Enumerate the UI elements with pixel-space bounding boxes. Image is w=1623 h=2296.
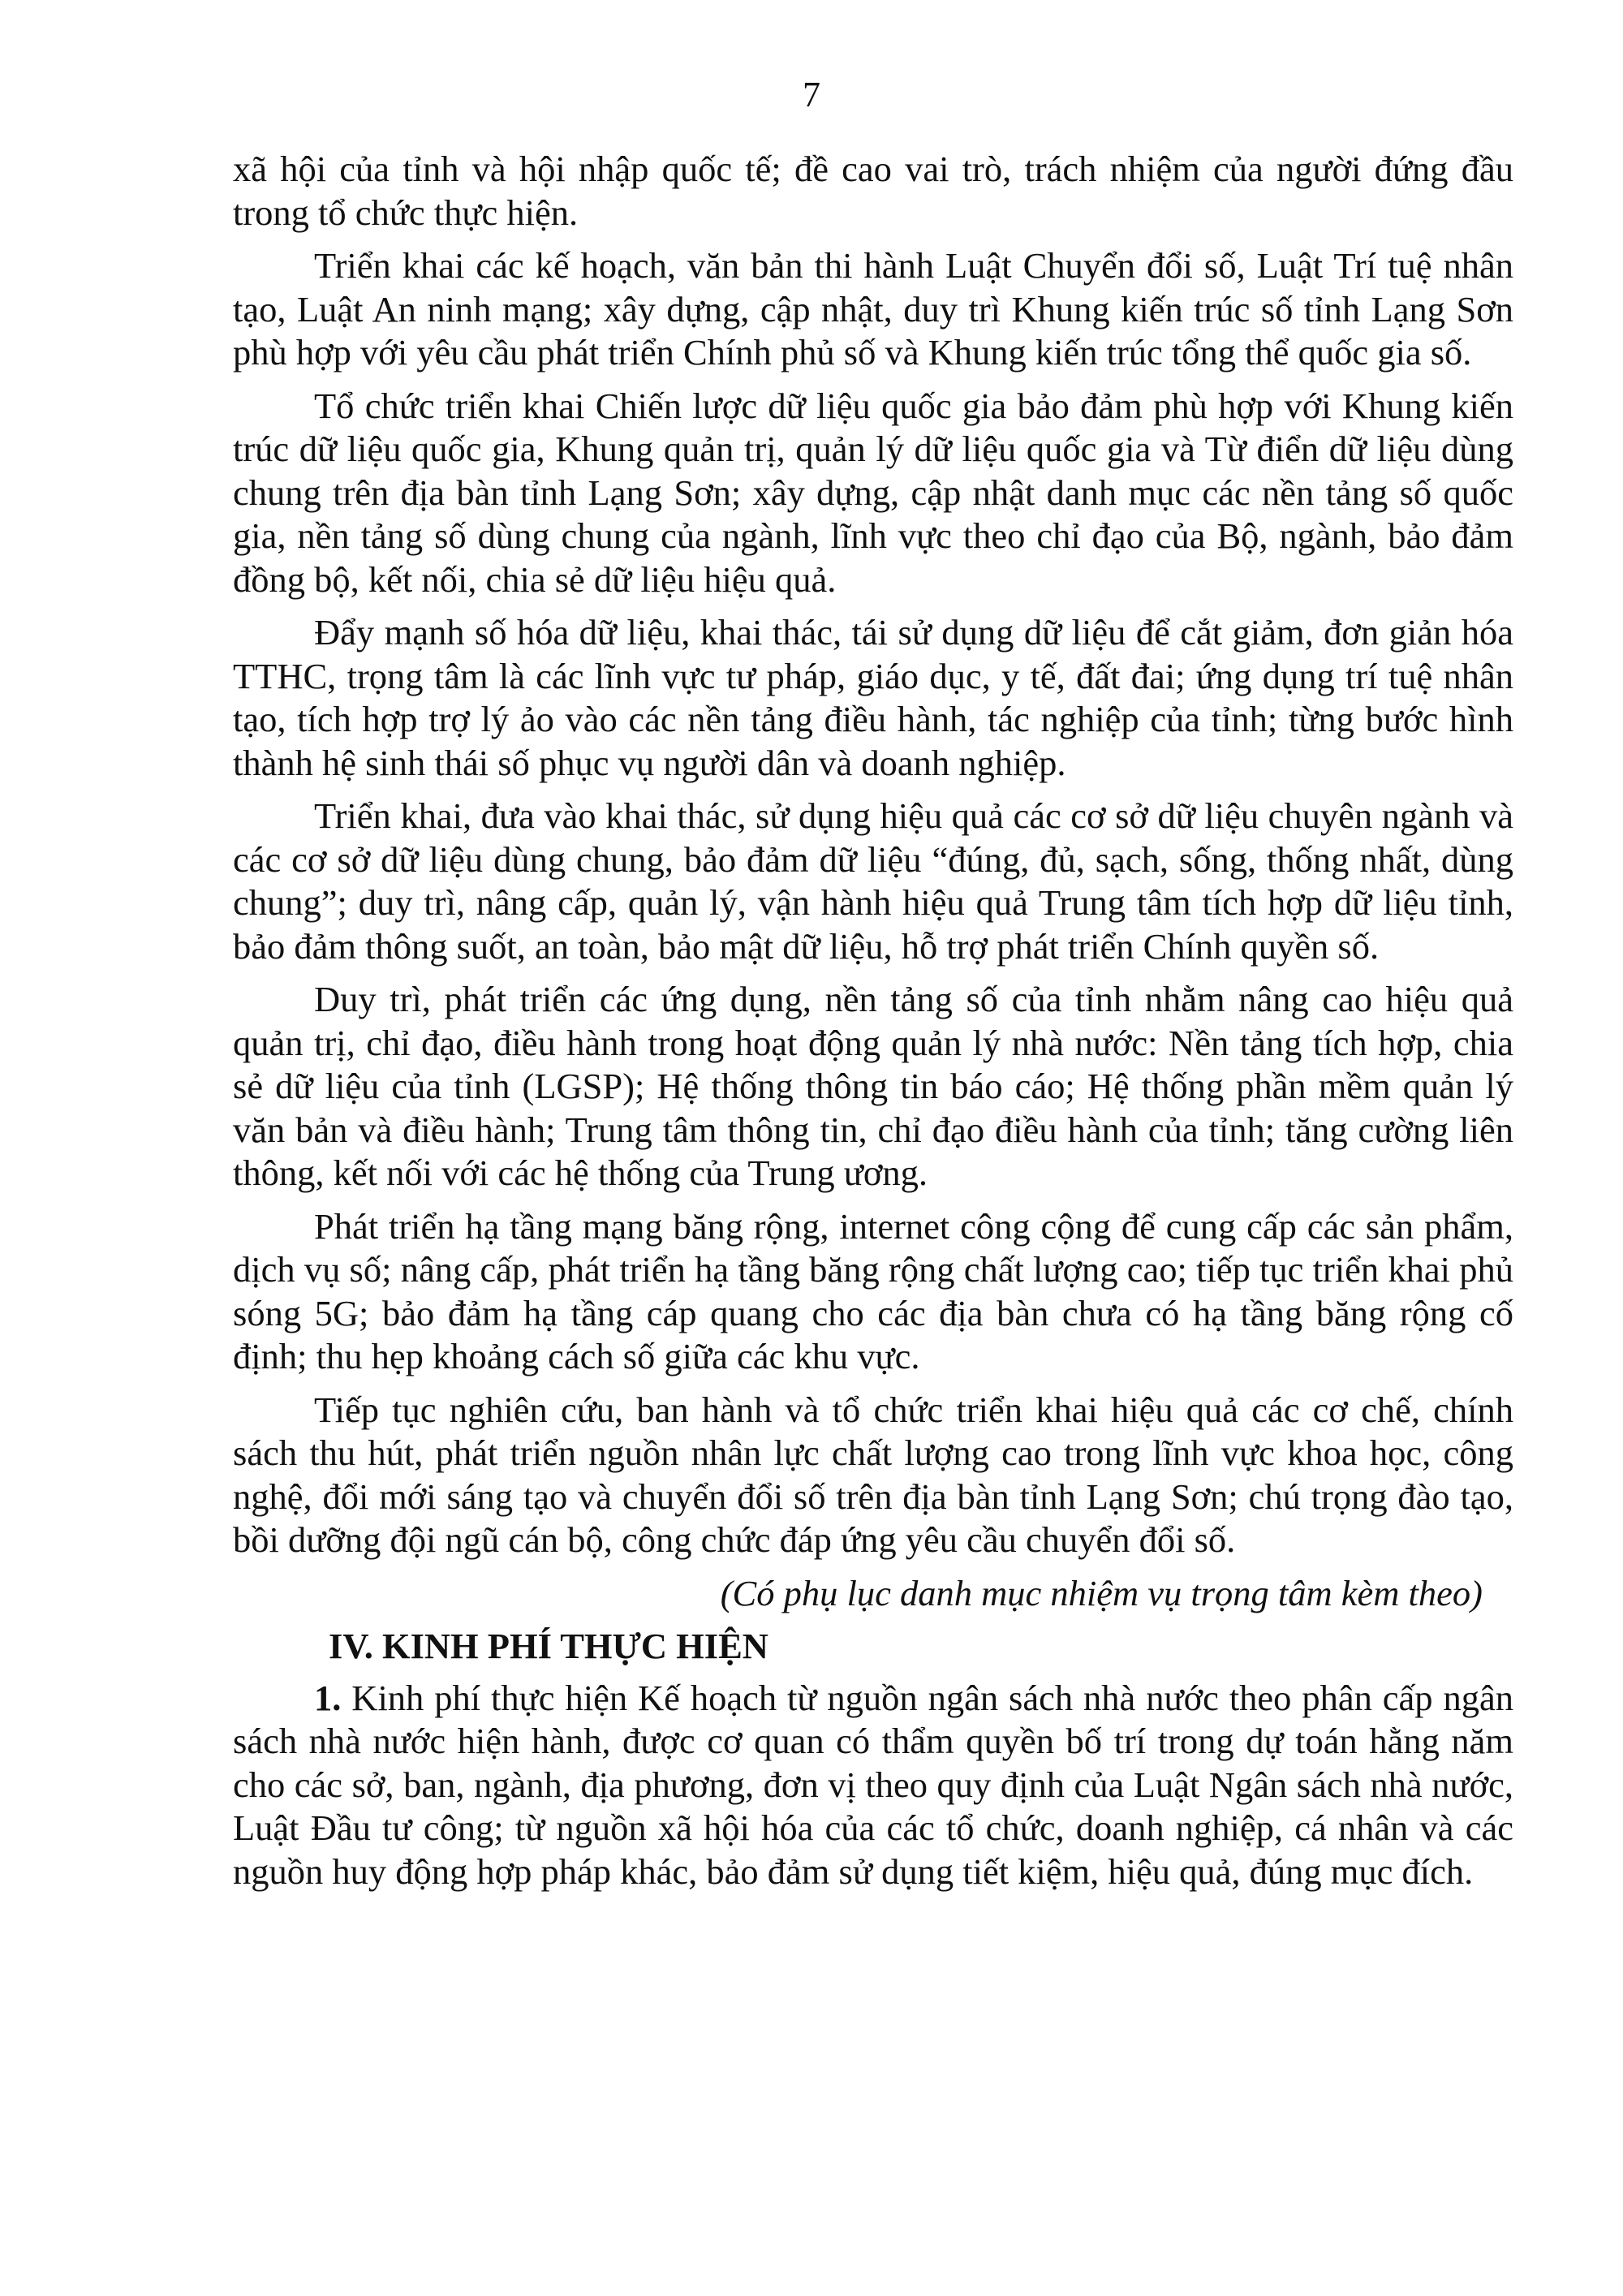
document-body: [233, 148, 1513, 1903]
page-number: 7: [803, 75, 820, 114]
paragraph-broadband-infrastructure: Phát triển hạ tầng mạng băng rộng, internet công cộng để cung cấp các sản phẩm, dịch vụ số; nâng cấp, phát triển hạ tầng băng rộng chất lượng cao; tiếp tục triển khai phủ sóng 5G; bảo đảm hạ tầng cáp quang cho các địa bàn chưa có hạ tầng băng rộng cố định; thu hẹp khoảng cách số giữa các khu vực.: [233, 1205, 1513, 1376]
appendix-note: (Có phụ lục danh mục nhiệm vụ trọng tâm kèm theo): [720, 1572, 1483, 1613]
paragraph-continuation: xã hội của tỉnh và hội nhập quốc tế; đề cao vai trò, trách nhiệm của người đứng đầu trong tổ chức thực hiện.: [233, 149, 1513, 233]
section-item-1: [233, 1677, 1513, 1894]
paragraph-data-digitization: Đẩy mạnh số hóa dữ liệu, khai thác, tái sử dụng dữ liệu để cắt giảm, đơn giản hóa TTHC, trọng tâm là các lĩnh vực tư pháp, giáo dục, y tế, đất đai; ứng dụng trí tuệ nhân tạo, tích hợp trợ lý ảo vào các nền tảng điều hành, tác nghiệp của tỉnh; từng bước hình thành hệ sinh thái số phục vụ người dân và doanh nghiệp.: [233, 612, 1513, 783]
item-number: 1.: [314, 1677, 342, 1718]
paragraph-platforms: Duy trì, phát triển các ứng dụng, nền tảng số của tỉnh nhằm nâng cao hiệu quả quản trị, chỉ đạo, điều hành trong hoạt động quản lý nhà nước: Nền tảng tích hợp, chia sẻ dữ liệu của tỉnh (LGSP); Hệ thống thông tin báo cáo; Hệ thống phần mềm quản lý văn bản và điều hành; Trung tâm thông tin, chỉ đạo điều hành của tỉnh; tăng cường liên thông, kết nối với các hệ thống của Trung ương.: [233, 979, 1513, 1193]
paragraph-national-data-strategy: Tổ chức triển khai Chiến lược dữ liệu quốc gia bảo đảm phù hợp với Khung kiến trúc dữ liệu quốc gia, Khung quản trị, quản lý dữ liệu quốc gia và Từ điển dữ liệu dùng chung trên địa bàn tỉnh Lạng Sơn; xây dựng, cập nhật danh mục các nền tảng số quốc gia, nền tảng số dùng chung của ngành, lĩnh vực theo chỉ đạo của Bộ, ngành, bảo đảm đồng bộ, kết nối, chia sẻ dữ liệu hiệu quả.: [233, 385, 1513, 600]
item-text: Kinh phí thực hiện Kế hoạch từ nguồn ngân sách nhà nước theo phân cấp ngân sách nhà nước hiện hành, được cơ quan có thẩm quyền bố trí trong dự toán hằng năm cho các sở, ban, ngành, địa phương, đơn vị theo quy định của Luật Ngân sách nhà nước, Luật Đầu tư công; từ nguồn xã hội hóa của các tổ chức, doanh nghiệp, cá nhân và các nguồn huy động hợp pháp khác, bảo đảm sử dụng tiết kiệm, hiệu quả, đúng mục đích.: [233, 1677, 1513, 1892]
paragraph-databases: Triển khai, đưa vào khai thác, sử dụng hiệu quả các cơ sở dữ liệu chuyên ngành và các cơ sở dữ liệu dùng chung, bảo đảm dữ liệu “đúng, đủ, sạch, sống, thống nhất, dùng chung”; duy trì, nâng cấp, quản lý, vận hành hiệu quả Trung tâm tích hợp dữ liệu tỉnh, bảo đảm thông suốt, an toàn, bảo mật dữ liệu, hỗ trợ phát triển Chính quyền số.: [233, 795, 1513, 967]
paragraph-human-resources: Tiếp tục nghiên cứu, ban hành và tổ chức triển khai hiệu quả các cơ chế, chính sách thu hút, phát triển nguồn nhân lực chất lượng cao trong lĩnh vực khoa học, công nghệ, đổi mới sáng tạo và chuyển đổi số trên địa bàn tỉnh Lạng Sơn; chú trọng đào tạo, bồi dưỡng đội ngũ cán bộ, công chức đáp ứng yêu cầu chuyển đổi số.: [233, 1389, 1513, 1560]
section-heading: IV. KINH PHÍ THỰC HIỆN: [329, 1626, 768, 1666]
paragraph-digital-transformation-laws: Triển khai các kế hoạch, văn bản thi hành Luật Chuyển đổi số, Luật Trí tuệ nhân tạo, Luật An ninh mạng; xây dựng, cập nhật, duy trì Khung kiến trúc số tỉnh Lạng Sơn phù hợp với yêu cầu phát triển Chính phủ số và Khung kiến trúc tổng thể quốc gia số.: [233, 245, 1513, 373]
